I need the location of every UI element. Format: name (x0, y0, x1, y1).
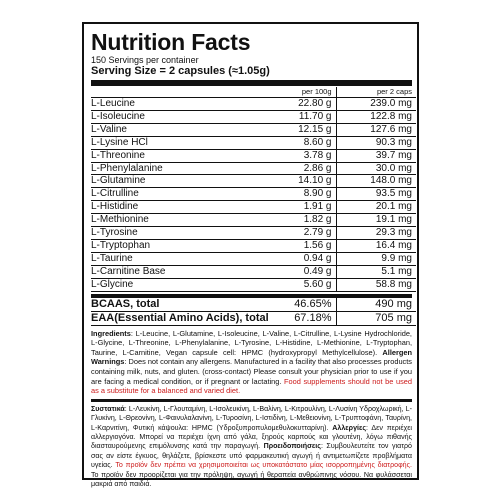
nutrient-name: L-Histidine (91, 201, 276, 214)
nutrient-name: L-Threonine (91, 149, 276, 162)
greek-allergen-label: Αλλεργίες (332, 423, 367, 432)
nutrient-table (91, 87, 416, 292)
nutrient-per-100g: 11.70 g (276, 110, 336, 123)
ingredients-text: : L-Leucine, L-Glutamine, L-Isoleucine, L-Valine, L-Citrulline, L-Lysine Hydrochloride, L-Glycine, L-Threonine, L-Phenylalanine, L-Tyrosine, L-Histidine, L-Methionine, L-Tryptophan, Taurine, L-Carnitine, Vegan capsule cell: HPMC (hydroxypropyl Methylcellulose). (91, 328, 412, 357)
nutrient-per-2-caps: 16.4 mg (336, 239, 416, 252)
totals-table (91, 298, 416, 326)
nutrient-row (91, 227, 416, 240)
nutrient-per-2-caps: 9.9 mg (336, 252, 416, 265)
consult-text: Please consult your physician prior to use if you are facing a medical condition, or if pregnant or lactating. (91, 366, 412, 386)
allergen-label: Allergen Warnings (91, 347, 412, 367)
total-per-100g: 67.18% (276, 311, 336, 325)
header-per-2-caps: per 2 caps (336, 87, 416, 98)
nutrient-row (91, 175, 416, 188)
nutrient-row (91, 278, 416, 291)
nutrient-per-2-caps: 20.1 mg (336, 201, 416, 214)
nutrient-row (91, 136, 416, 149)
nutrient-row (91, 98, 416, 111)
nutrient-row (91, 123, 416, 136)
nutrient-per-2-caps: 239.0 mg (336, 98, 416, 111)
nutrient-per-2-caps: 148.0 mg (336, 175, 416, 188)
header-blank (91, 87, 276, 98)
nutrient-row (91, 252, 416, 265)
nutrient-name: L-Glycine (91, 278, 276, 291)
total-name: EAA(Essential Amino Acids), total (91, 311, 276, 325)
total-per-2-caps: 705 mg (336, 311, 416, 325)
greek-info (91, 399, 412, 490)
nutrient-per-100g: 1.82 g (276, 214, 336, 227)
greek-supplement-warning: Το προϊόν δεν πρέπει να χρησιμοποιείται ως υποκατάστατο μίας ισορροπημένης διατροφής. (115, 461, 413, 470)
nutrient-per-2-caps: 39.7 mg (336, 149, 416, 162)
nutrient-name: L-Glutamine (91, 175, 276, 188)
total-row (91, 298, 416, 312)
allergen-text: : Does not contain any allergens. Manufactured in a facility that also processes products containing milk, nuts, and gluten. (cross-contact) (91, 357, 412, 376)
greek-precautions-label: Προειδοποιήσεις (263, 442, 321, 451)
nutrient-per-2-caps: 122.8 mg (336, 110, 416, 123)
nutrient-per-2-caps: 58.8 mg (336, 278, 416, 291)
nutrient-per-2-caps: 5.1 mg (336, 265, 416, 278)
servings-per-container: 150 Servings per container (91, 55, 199, 65)
supplement-warning: Food supplements should not be used as a substitute for a balanced and varied diet. (91, 376, 412, 396)
nutrient-row (91, 239, 416, 252)
nutrient-name: L-Methionine (91, 214, 276, 227)
nutrient-name: L-Carnitine Base (91, 265, 276, 278)
ingredients-label: Ingredients (91, 328, 131, 338)
nutrient-per-100g: 3.78 g (276, 149, 336, 162)
total-row (91, 311, 416, 325)
nutrient-per-2-caps: 30.0 mg (336, 162, 416, 175)
nutrient-per-100g: 2.79 g (276, 227, 336, 240)
nutrient-row (91, 265, 416, 278)
nutrient-per-100g: 12.15 g (276, 123, 336, 136)
total-per-2-caps: 490 mg (336, 298, 416, 312)
nutrient-per-100g: 1.91 g (276, 201, 336, 214)
nutrient-per-100g: 14.10 g (276, 175, 336, 188)
nutrient-per-100g: 0.49 g (276, 265, 336, 278)
nutrient-name: L-Lysine HCl (91, 136, 276, 149)
nutrient-per-2-caps: 127.6 mg (336, 123, 416, 136)
nutrient-per-100g: 2.86 g (276, 162, 336, 175)
label-title: Nutrition Facts (91, 29, 251, 55)
thick-divider (91, 80, 412, 86)
nutrient-name: L-Phenylalanine (91, 162, 276, 175)
english-info (91, 326, 412, 396)
nutrient-per-2-caps: 19.1 mg (336, 214, 416, 227)
nutrient-row (91, 149, 416, 162)
nutrient-per-2-caps: 90.3 mg (336, 136, 416, 149)
nutrient-per-2-caps: 29.3 mg (336, 227, 416, 240)
serving-size: Serving Size = 2 capsules (≈1.05g) (91, 65, 270, 77)
nutrient-per-100g: 8.90 g (276, 188, 336, 201)
nutrient-row (91, 201, 416, 214)
nutrient-name: L-Citrulline (91, 188, 276, 201)
nutrient-per-2-caps: 93.5 mg (336, 188, 416, 201)
nutrition-facts-label (82, 22, 419, 488)
nutrient-name: L-Leucine (91, 98, 276, 111)
nutrient-name: L-Valine (91, 123, 276, 136)
nutrient-per-100g: 22.80 g (276, 98, 336, 111)
greek-allergen-text: : Δεν περιέχει αλλεργιογόνα. Μπορεί να περιέχει ίχνη από γάλα, ξηρούς καρπούς και γλουτένη, λόγω πιθανής διασταυρούμενης επιμόλυνσης κατά την παραγωγή. (91, 423, 412, 451)
nutrient-row (91, 162, 416, 175)
total-per-100g: 46.65% (276, 298, 336, 312)
greek-closing-text: Το προϊόν δεν προορίζεται για την πρόληψη, αγωγή ή θεραπεία ανθρώπινης νόσου. Να φυλάσσεται μακριά από παιδιά. (91, 470, 412, 488)
greek-ingredients-label: Συστατικά (91, 404, 125, 413)
greek-precautions-text: : Συμβουλευτείτε τον γιατρό σας αν είστε έγκυος, θηλάζετε, βρίσκεστε υπό φαρμακευτική αγωγή ή αντιμετωπίζετε προβλήματα υγείας. (91, 442, 412, 470)
nutrient-row (91, 110, 416, 123)
nutrient-row (91, 214, 416, 227)
nutrient-row (91, 188, 416, 201)
nutrient-name: L-Isoleucine (91, 110, 276, 123)
nutrient-name: L-Tryptophan (91, 239, 276, 252)
nutrient-name: L-Tyrosine (91, 227, 276, 240)
table-header-row (91, 87, 416, 98)
nutrient-per-100g: 5.60 g (276, 278, 336, 291)
total-name: BCAAS, total (91, 298, 276, 312)
header-per-100g: per 100g (276, 87, 336, 98)
nutrient-per-100g: 8.60 g (276, 136, 336, 149)
nutrient-name: L-Taurine (91, 252, 276, 265)
nutrient-per-100g: 0.94 g (276, 252, 336, 265)
nutrient-per-100g: 1.56 g (276, 239, 336, 252)
greek-ingredients-text: : L-Λευκίνη, L-Γλουταμίνη, L-Ισολευκίνη, L-Βαλίνη, L-Κιτρουλίνη, L-Λυσίνη Υδροχλωρική, L-Γλυκίνη, L-Θρεονίνη, L-Φαινυλαλανίνη, L-Τυροσίνη, L-Ιστιδίνη, L-Μεθειονίνη, L-Τρυπτοφάνη, Ταυρίνη, L-Καρνιτίνη, Φυτική κάψουλα: HPMC (Υδροξυπροπυλομεθυλοκυτταρίνη). (91, 404, 412, 432)
